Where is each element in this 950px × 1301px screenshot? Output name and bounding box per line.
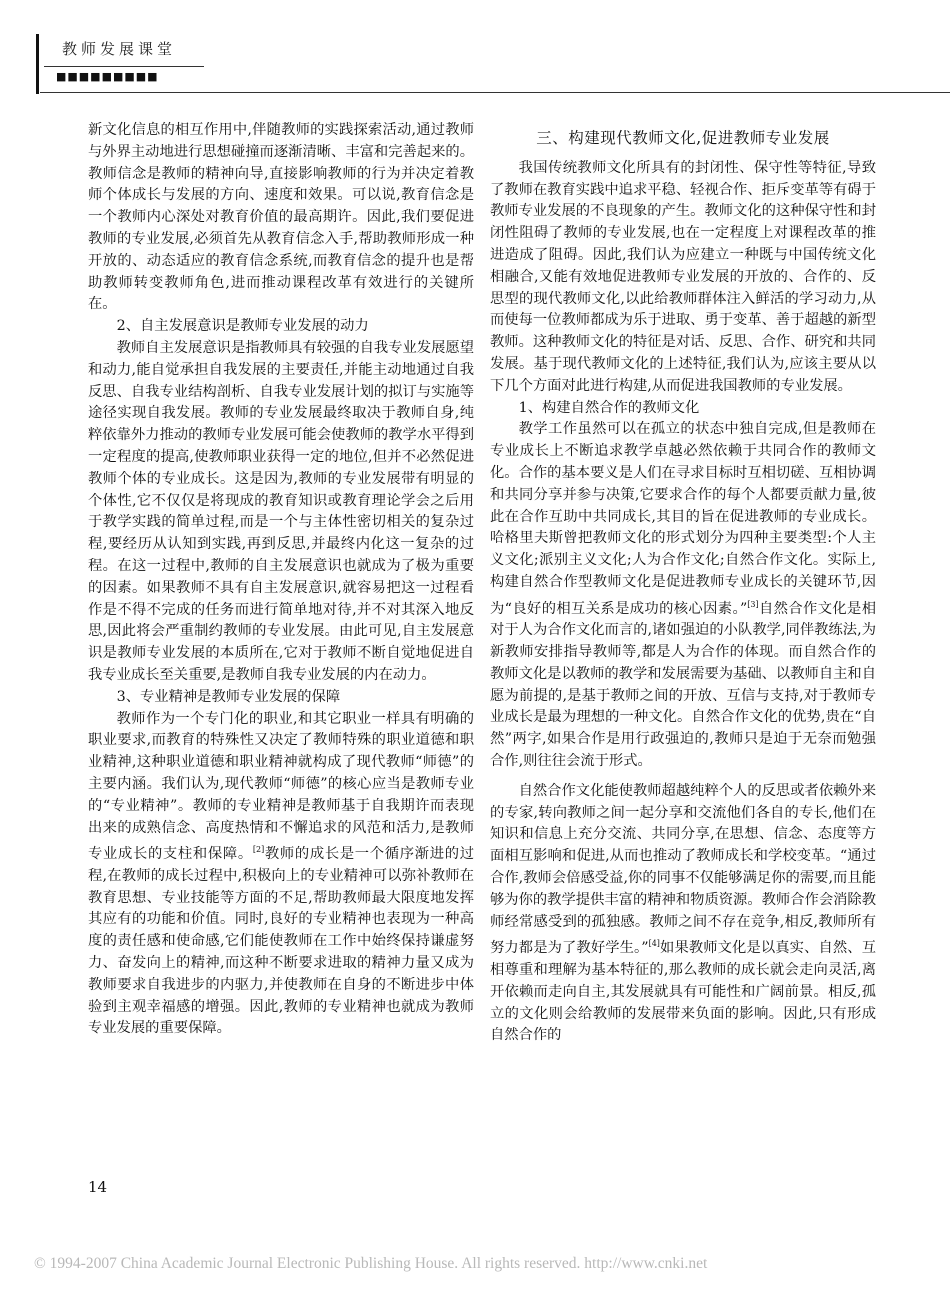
subsection-heading: 1、构建自然合作的教师文化 bbox=[518, 399, 700, 416]
left-column bbox=[88, 120, 474, 1040]
paragraph-text: 教师的成长是一个循序渐进的过程,在教师的成长过程中,积极向上的专业精神可以弥补教师在教育思想、专业技能等方面的不足,帮助教师最大限度地发挥其应有的功能和价值。同时,良好的专业精神也表现为一种高度的责任感和使命感,它们能使教师在工作中始终保持谦虚努力、奋发向上的精神,而这种不断要求进取的精神力量又成为教师要求自我进步的内驱力,并使教师在自身的不断进步中体验到主观幸福感的增强。因此,教师的专业精神也就成为教师专业发展的重要保障。 bbox=[88, 846, 475, 1037]
paragraph-text: 自然合作文化是相对于人为合作文化而言的,诸如强迫的小队教学,同伴教练法,为新教师安排指导教师等,都是人为合作的体现。而自然合作的教师文化是以教师的教学和发展需要为基础、以教师自主和自愿为前提的,是基于教师之间的开放、互信与支持,对于教师专业成长是最为理想的一种文化。自然合作文化的优势,贵在“自然”两字,如果合作是用行政强迫的,教师只是迫于无奈而勉强合作,则往往会流于形式。 bbox=[490, 600, 877, 770]
paragraph bbox=[490, 419, 876, 773]
subsection-heading: 3、专业精神是教师专业发展的保障 bbox=[116, 688, 341, 705]
paragraph: 新文化信息的相互作用中,伴随教师的实践探索活动,通过教师与外界主动地进行思想碰撞而逐渐清晰、丰富和完善起来的。教师信念是教师的精神向导,直接影响教师的行为并决定着教师个体成长与发展的方向、速度和效果。可以说,教育信念是一个教师内心深处对教育价值的最高期许。因此,我们要促进教师的专业发展,必须首先从教育信念入手,帮助教师形成一种开放的、动态适应的教育信念系统,而教育信念的提升也是帮助教师转变教师角色,进而推动课程改革有效进行的关键所在。 bbox=[88, 122, 475, 313]
section-heading: 三、构建现代教师文化,促进教师专业发展 bbox=[536, 129, 830, 147]
header-decorative-blocks: ■■■■■■■■■ bbox=[56, 70, 159, 83]
paragraph: 我国传统教师文化所具有的封闭性、保守性等特征,导致了教师在教育实践中追求平稳、轻视合作、拒斥变革等有碍于教师专业发展的不良现象的产生。教师文化的这种保守性和封闭性阻碍了教师的专业发展,也在一定程度上对课程改革的推进造成了阻碍。因此,我们认为应建立一种既与中国传统文化相融合,又能有效地促进教师专业发展的开放的、合作的、反思型的现代教师文化,以此给教师群体注入鲜活的学习动力,从而使每一位教师都成为乐于进取、勇于变革、善于超越的新型教师。这种教师文化的特征是对话、反思、合作、研究和共同发展。基于现代教师文化的上述特征,我们认为,应该主要从以下几个方面对此进行构建,从而促进我国教师的专业发展。 bbox=[490, 159, 877, 394]
header-bar bbox=[36, 34, 39, 94]
paragraph-text: 教学工作虽然可以在孤立的状态中独自完成,但是教师在专业成长上不断追求教学卓越必然依赖于共同合作的教师文化。合作的基本要义是人们在寻求目标时互相切磋、互相协调和共同分享并参与决策,它要求合作的每个人都要贡献力量,彼此在合作互助中共同成长,其目的旨在促进教师的专业成长。哈格里夫斯曾把教师文化的形式划分为四种主要类型:个人主义文化;派别主义文化;人为合作文化;自然合作文化。实际上,构建自然合作型教师文化是促进教师专业成长的关键环节,因为“良好的相互关系是成功的核心因素。” bbox=[490, 421, 877, 617]
reference-marker: [4] bbox=[648, 939, 660, 949]
subsection-heading: 2、自主发展意识是教师专业发展的动力 bbox=[116, 318, 369, 335]
paragraph: 教师自主发展意识是指教师具有较强的自我专业发展愿望和动力,能自觉承担自我发展的主要责任,并能主动地通过自我反思、自我专业结构剖析、自我专业发展计划的拟订与实施等途径实现自我发展。教师的专业发展最终取决于教师自身,纯粹依靠外力推动的教师专业发展可能会使教师的教学水平得到一定程度的提高,使教师职业获得一定的地位,但并不必然促进教师个体的专业成长。这是因为,教师的专业发展带有明显的个体性,它不仅仅是将现成的教育知识或教育理论学会之后用于教学实践的简单过程,而是一个与主体性密切相关的复杂过程,要经历从认知到实践,再到反思,并最终内化这一复杂的过程。在这一过程中,教师的自主发展意识也就成为了极为重要的因素。如果教师不具有自主发展意识,就容易把这一过程看作是不得不完成的任务而进行简单地对待,并不对其深入地反思,因此将会严重制约教师的专业发展。由此可见,自主发展意识是教师专业发展的本质所在,它对于教师不断自觉地促进自我专业成长至关重要,是教师自我专业发展的内在动力。 bbox=[88, 339, 475, 683]
paragraph-text: 自然合作文化能使教师超越纯粹个人的反思或者依赖外来的专家,转向教师之间一起分享和交流他们各自的专长,他们在知识和信息上充分交流、共同分享,在思想、信念、态度等方面相互影响和促进,从而也推动了教师成长和学校变革。“通过合作,教师会倍感受益,你的同事不仅能够满足你的需要,而且能够为你的教学提供丰富的精神和物质资源。教师合作会消除教师经常感受到的孤独感。教师之间不存在竞争,相反,教师所有努力都是为了教好学生。” bbox=[490, 782, 877, 957]
paragraph-text: 教师作为一个专门化的职业,和其它职业一样具有明确的职业要求,而教育的特殊性又决定了教师特殊的职业道德和职业精神,这种职业道德和职业精神就构成了现代教师“师德”的主要内涵。我们认为,现代教师“师德”的核心应当是教师专业的“专业精神”。教师的专业精神是教师基于自我期许而表现出来的成熟信念、高度热情和不懈追求的风范和活力,是教师专业成长的支柱和保障。 bbox=[88, 710, 474, 863]
header-rule-short bbox=[44, 66, 204, 67]
reference-marker: [3] bbox=[747, 599, 759, 609]
reference-marker: [2] bbox=[252, 845, 265, 855]
journal-column-title: 教师发展课堂 bbox=[62, 40, 177, 58]
copyright-footer: © 1994-2007 China Academic Journal Electronic Publishing House. All rights reserved. http://www.cnki.net bbox=[34, 1255, 708, 1272]
header-rule-long bbox=[40, 92, 950, 93]
paragraph bbox=[88, 709, 474, 1041]
page-number: 14 bbox=[88, 1178, 108, 1196]
paragraph bbox=[490, 781, 876, 1047]
right-column bbox=[490, 128, 876, 1047]
paragraph-text: 如果教师文化是以真实、自然、互相尊重和理解为基本特征的,那么教师的成长就会走向灵活,离开依赖而走向自主,其发展就具有可能性和广阔前景。相反,孤立的文化则会给教师的发展带来负面的影响。因此,只有形成自然合作的 bbox=[490, 940, 876, 1044]
